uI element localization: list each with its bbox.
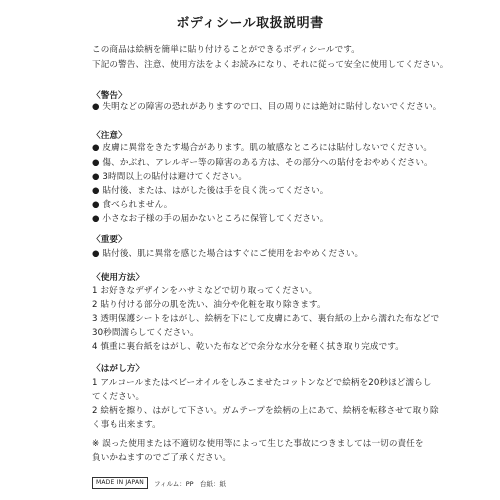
caution-heading: 〈注意〉 [92, 131, 127, 141]
caution-item: ● 小さなお子様の手の届かないところに保管してください。 [92, 214, 329, 224]
usage-step: 1 お好きなデザインをハサミなどで切り取ってください。 [92, 286, 318, 296]
caution-item: ● 3時間以上の貼付は避けてください。 [92, 172, 248, 182]
important-item: ● 貼付後、肌に異常を感じた場合はすぐにご使用をおやめください。 [92, 249, 364, 259]
usage-step: 2 貼り付ける部分の肌を洗い、油分や化粧を取り除きます。 [92, 300, 326, 310]
removal-heading: 〈はがし方〉 [92, 364, 145, 374]
warning-heading: 〈警告〉 [92, 91, 127, 101]
material-text: フィルム：PP 台紙：紙 [153, 479, 227, 488]
footer [92, 477, 226, 489]
usage-heading: 〈使用方法〉 [92, 273, 145, 283]
caution-item: ● 皮膚に異常をきたす場合があります。肌の敏感なところには貼付しないでください。 [92, 143, 433, 153]
caution-item: ● 貼付後、または、はがした後は手を良く洗ってください。 [92, 186, 329, 196]
page-title: ボディシール取扱説明書 [176, 16, 324, 31]
disclaimer-line: 負いかねますのでご了承ください。 [92, 453, 232, 463]
important-heading: 〈重要〉 [92, 235, 127, 245]
intro-line: この商品は絵柄を簡単に貼り付けることができるボディシールです。 [92, 45, 360, 55]
made-in-japan-badge: MADE IN JAPAN [92, 477, 148, 489]
usage-step: 3 透明保護シートをはがし、絵柄を下にして皮膚にあて、裏台紙の上から濡れた布などで [92, 314, 440, 324]
caution-item: ● 傷、かぶれ、アレルギー等の障害のある方は、その部分への貼付をおやめください。 [92, 158, 433, 168]
usage-step: 4 慎重に裏台紙をはがし、乾いた布などで余分な水分を軽く拭き取り完成です。 [92, 342, 404, 352]
caution-item: ● 食べられません。 [92, 200, 173, 210]
removal-step: 1 アルコールまたはベビーオイルをしみこませたコットンなどで絵柄を20秒ほど濡らし [92, 378, 432, 388]
intro-line: 下記の警告、注意、使用方法をよくお読みになり、それに従って安全に使用してください。 [92, 60, 449, 70]
removal-step: てください。 [92, 392, 145, 402]
removal-step: く事も出来ます。 [92, 420, 161, 430]
removal-step: 2 絵柄を擦り、はがして下さい。ガムテープを絵柄の上にあて、絵柄を転移させて取り除 [92, 406, 439, 416]
usage-step: 30秒間濡らしてください。 [92, 328, 199, 338]
disclaimer-line: ※ 誤った使用または不適切な使用等によって生じた事故につきましては一切の責任を [92, 439, 424, 449]
warning-item: ● 失明などの障害の恐れがありますので口、目の周りには絶対に貼付しないでください。 [92, 102, 442, 112]
